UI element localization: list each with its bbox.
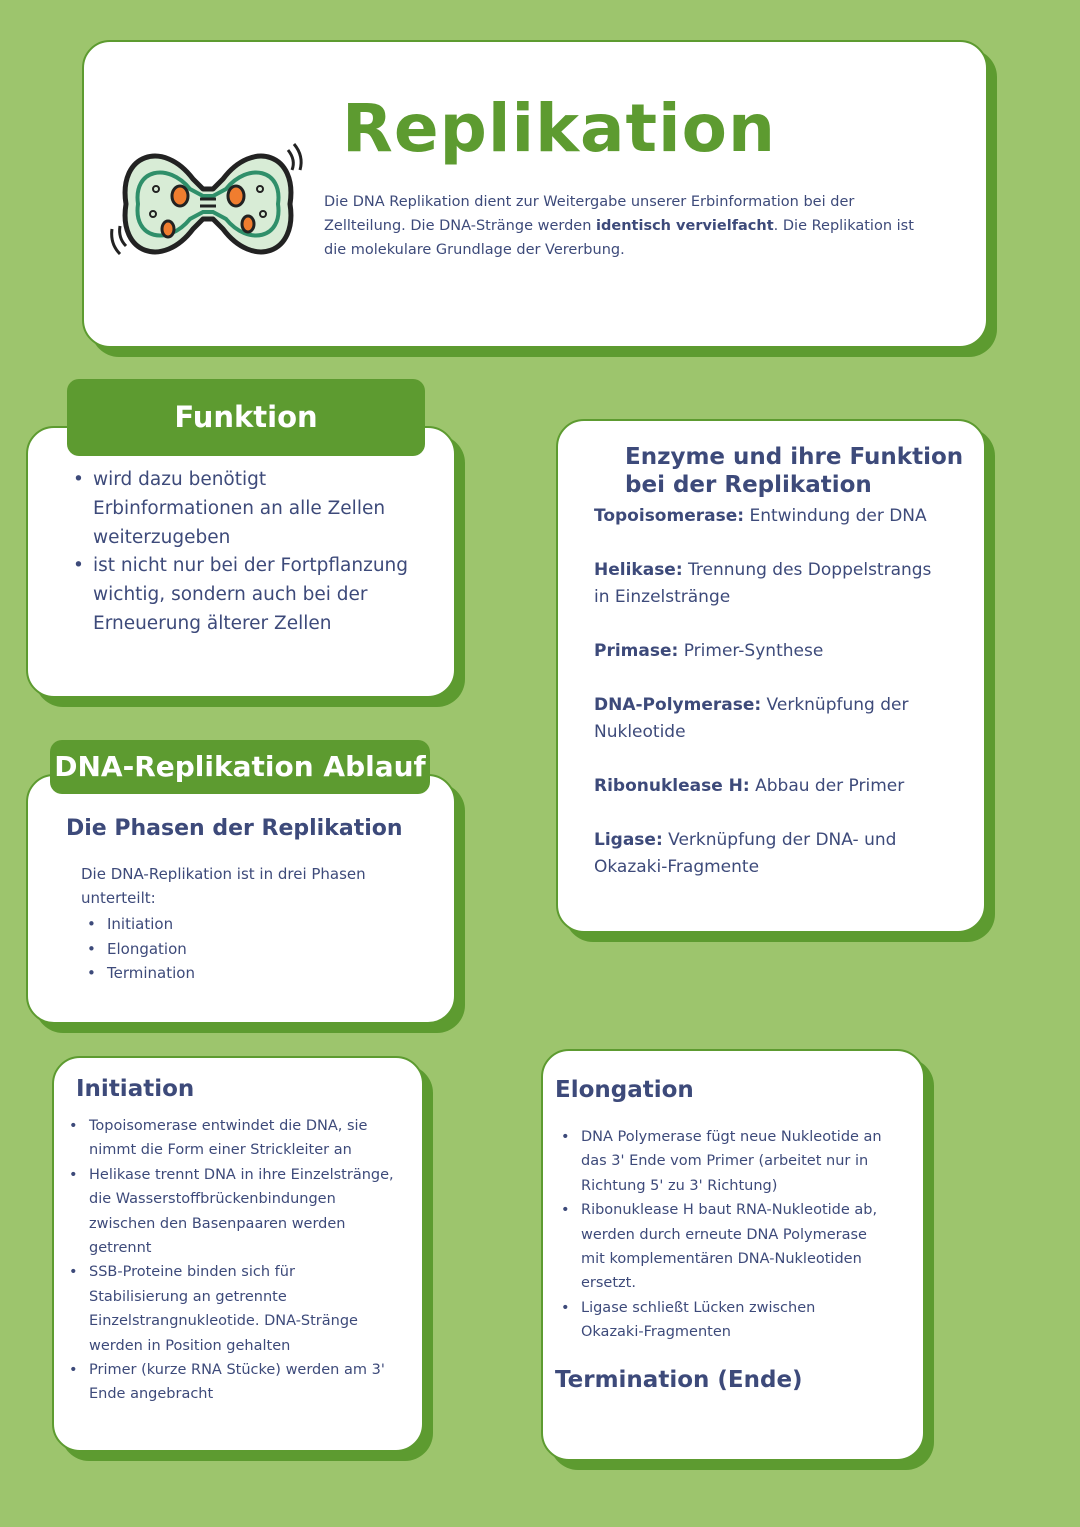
phases-intro: Die DNA-Replikation ist in drei Phasen unterteilt: [81,865,366,907]
list-item: • Topoisomerase entwindet die DNA, sie nimmt die Form einer Strickleiter an [89,1114,429,1163]
list-item: • DNA Polymerase fügt neue Nukleotide an das 3' Ende vom Primer (arbeitet nur in Richtung 5' zu 3' Richtung) [581,1125,921,1198]
enzyme-item: Ligase: Verknüpfung der DNA- und Okazaki-Fragmente [594,830,897,877]
cell-division-icon [108,134,308,264]
list-item: • Ribonuklease H baut RNA-Nukleotide ab, werden durch erneute DNA Polymerase mit komplementären DNA-Nukleotiden ersetzt. [581,1198,921,1296]
page-title: Replikation [342,90,777,167]
enzyme-item: DNA-Polymerase: Verknüpfung der Nukleotide [594,695,909,742]
list-item: • ist nicht nur bei der Fortpflanzung wichtig, sondern auch bei der Erneuerung älterer Zellen [93,552,408,638]
ablauf-card [26,774,456,1024]
list-item: • Elongation [107,937,195,962]
funktion-list [93,466,408,639]
initiation-list [89,1114,429,1407]
list-item: • SSB-Proteine binden sich für Stabilisierung an getrennte Einzelstrangnukleotide. DNA-Stränge werden in Position gehalten [89,1260,429,1358]
funktion-card [26,426,456,698]
list-item: • Termination [107,961,195,986]
enzyme-item: Primase: Primer-Synthese [594,641,824,661]
list-item: • Helikase trennt DNA in ihre Einzelstränge, die Wasserstoffbrückenbindungen zwischen den Basenpaaren werden getrennt [89,1163,429,1261]
elongation-heading: Elongation [555,1077,694,1103]
ablauf-tab: DNA-Replikation Ablauf [50,740,430,794]
enzyme-list [594,503,974,881]
phases-list [107,912,195,986]
funktion-tab: Funktion [67,379,425,456]
initiation-card [52,1056,424,1452]
list-item: • wird dazu benötigt Erbinformationen an alle Zellen weiterzugeben [93,466,408,552]
enzyme-card [556,419,986,933]
enzyme-item: Topoisomerase: Entwindung der DNA [594,506,927,526]
header-card [82,40,988,348]
list-item: • Primer (kurze RNA Stücke) werden am 3' Ende angebracht [89,1358,429,1407]
list-item: • Ligase schließt Lücken zwischen Okazaki-Fragmenten [581,1296,921,1345]
elongation-card [541,1049,925,1461]
termination-heading: Termination (Ende) [555,1367,803,1393]
initiation-heading: Initiation [76,1076,195,1102]
phases-heading: Die Phasen der Replikation [66,816,403,841]
enzyme-heading: Enzyme und ihre Funktion bei der Replikation [625,444,964,498]
enzyme-item: Helikase: Trennung des Doppelstrangs in Einzelstränge [594,560,932,607]
intro-text: Die DNA Replikation dient zur Weitergabe unserer Erbinformation bei der Zellteilung. Die DNA-Stränge werden identisch vervielfacht. Die Replikation ist die molekulare Grundlage der Vererbung. [324,194,914,258]
enzyme-item: Ribonuklease H: Abbau der Primer [594,776,905,796]
elongation-list [581,1125,921,1345]
list-item: • Initiation [107,912,195,937]
